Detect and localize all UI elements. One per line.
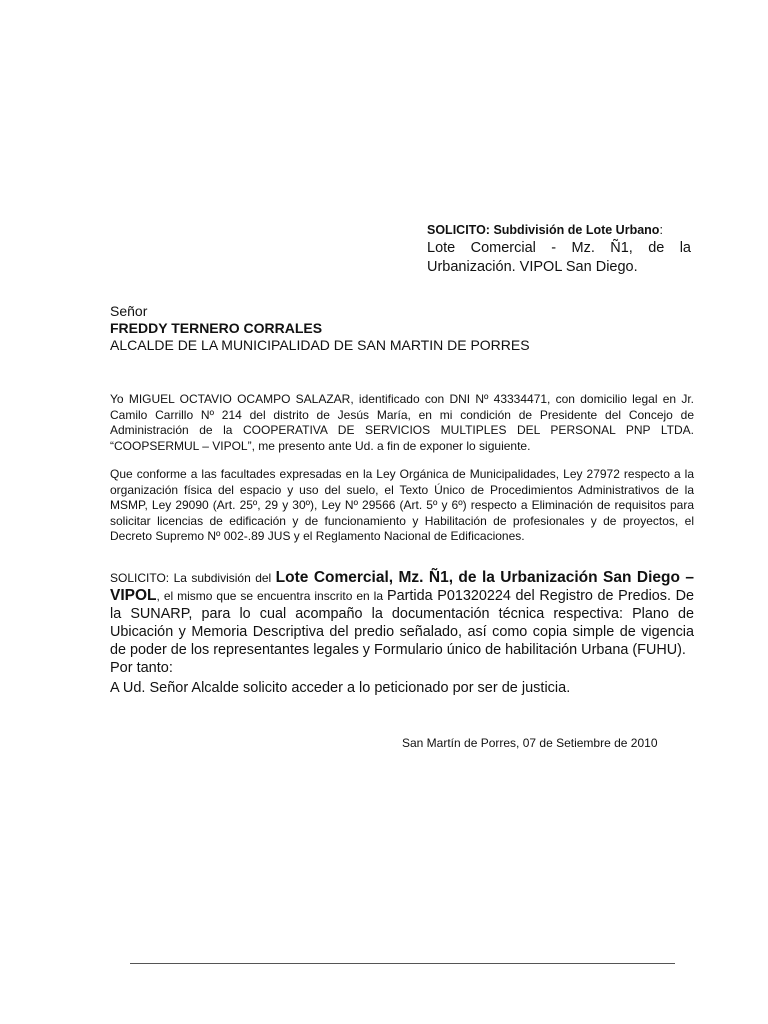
date-line: San Martín de Porres, 07 de Setiembre de 2010 (402, 736, 658, 750)
signature-divider (130, 963, 675, 964)
addressee-position: ALCALDE DE LA MUNICIPALIDAD DE SAN MARTIN DE PORRES (110, 337, 530, 353)
paragraph-request (110, 569, 694, 659)
subject-block (427, 222, 691, 277)
salutation: Señor (110, 303, 148, 319)
subject-heading (427, 222, 691, 239)
request-lot: Lote Comercial, Mz. Ñ1, de la Urbanización San Diego – VIPOL (110, 569, 694, 604)
subject-detail: Lote Comercial - Mz. Ñ1, de la Urbanización. VIPOL San Diego. (427, 240, 691, 275)
request-rest: Partida P01320224 del Registro de Predios. De la SUNARP, para lo cual acompaño la documentación técnica respectiva: Plano de Ubicación y Memoria Descriptiva del predio señalado, así como copia simple de vigencia de poder de los representantes legales y Formulario único de habilitación Urbana (FUHU). (110, 588, 694, 658)
request-mid: , el mismo que se encuentra inscrito en la (156, 589, 387, 603)
subject-colon: : (659, 223, 663, 237)
closing-block (110, 659, 570, 698)
closing-therefore: Por tanto: (110, 660, 173, 676)
addressee-name: FREDDY TERNERO CORRALES (110, 320, 323, 336)
paragraph-legal-basis: Que conforme a las facultades expresadas en la Ley Orgánica de Municipalidades, Ley 27972 respecto a la organización física del espacio y uso del suelo, el Texto Único de Procedimientos Administrativos de la MSMP, Ley 29090 (Art. 25º, 29 y 30º), Ley Nº 29566 (Art. 5º y 6º) respecto a Eliminación de requisitos para solicitar licencias de edificación y de funcionamiento y Habilitación de profesionales y de proyectos, el Decreto Supremo Nº 002-.89 JUS y el Reglamento Nacional de Edificaciones. (110, 467, 694, 543)
closing-request: A Ud. Señor Alcalde solicito acceder a lo peticionado por ser de justicia. (110, 680, 571, 696)
paragraph-introduction: Yo MIGUEL OCTAVIO OCAMPO SALAZAR, identificado con DNI Nº 43334471, con domicilio legal en Jr. Camilo Carrillo Nº 214 del distrito de Jesús María, en mi condición de Presidente del Concejo de Administración de la COOPERATIVA DE SERVICIOS MULTIPLES DEL PERSONAL PNP LTDA. “COOPSERMUL – VIPOL”, me presento ante Ud. a fin de exponer lo siguiente. (110, 392, 694, 453)
subject-label: SOLICITO: (427, 223, 490, 237)
subject-title: Subdivisión de Lote Urbano (493, 223, 660, 237)
request-lead: SOLICITO: La subdivisión del (110, 571, 276, 585)
addressee-block (110, 303, 530, 354)
